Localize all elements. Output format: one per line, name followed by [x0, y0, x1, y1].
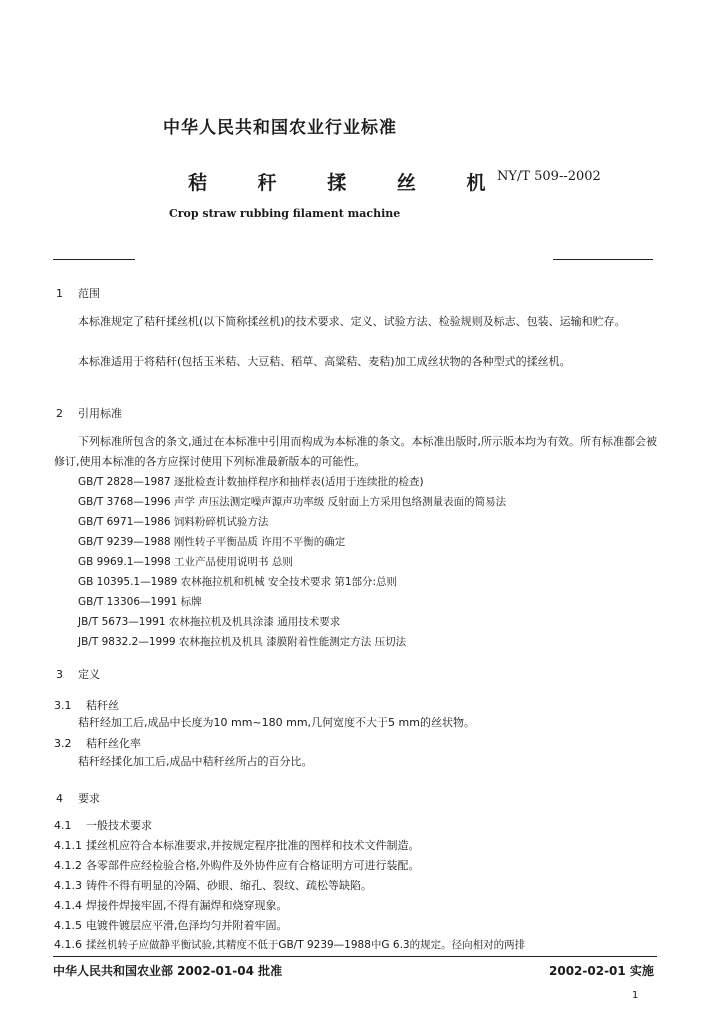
clause-number: 3.2: [54, 737, 72, 750]
section-title: 范围: [78, 287, 100, 300]
clause-number: 4.1.3: [54, 879, 82, 892]
clause-text: 铸件不得有明显的冷隔、砂眼、缩孔、裂纹、疏松等缺陷。: [86, 879, 372, 892]
effective-date: 2002-02-01 实施: [549, 964, 654, 978]
reference-item: JB/T 5673—1991 农林拖拉机及机具涂漆 通用技术要求: [78, 616, 341, 628]
clause-title: 秸秆丝化率: [86, 737, 141, 750]
reference-item: JB/T 9832.2—1999 农林拖拉机及机具 漆膜附着性能测定方法 压切法: [78, 636, 407, 648]
clause-number: 4.1: [54, 819, 72, 832]
requirement-clause: [54, 837, 420, 853]
clause-number: 4.1.6: [54, 938, 82, 951]
definition-text: 秸秆经加工后,成品中长度为10 mm~180 mm,几何宽度不大于5 mm的丝状物。: [78, 716, 475, 729]
clause-text: 电镀件镀层应平滑,色泽均匀并附着牢固。: [86, 919, 288, 932]
section-title: 引用标准: [78, 407, 122, 420]
section-number: 2: [56, 407, 63, 420]
section-number: 3: [56, 668, 63, 681]
reference-item: GB/T 9239—1988 刚性转子平衡品质 许用不平衡的确定: [78, 536, 346, 548]
clause-text: 一般技术要求: [86, 819, 152, 832]
reference-item: GB/T 3768—1996 声学 声压法测定噪声源声功率级 反射面上方采用包络测量表面的简易法: [78, 496, 507, 508]
section-heading-requirements: [56, 790, 100, 806]
clause-text: 各零部件应经检验合格,外购件及外协件应有合格证明方可进行装配。: [86, 859, 420, 872]
section-title: 定义: [78, 668, 100, 681]
clause-text: 揉丝机转子应做静平衡试验,其精度不低于GB/T 9239—1988中G 6.3的规定。径向相对的两排: [86, 939, 526, 951]
page-number: 1: [632, 990, 639, 1001]
reference-item: GB/T 13306—1991 标牌: [78, 596, 202, 608]
section-title: 要求: [78, 792, 100, 805]
clause-text: 焊接件焊接牢固,不得有漏焊和烧穿现象。: [86, 899, 288, 912]
reference-item: GB/T 6971—1986 饲料粉碎机试验方法: [78, 516, 269, 528]
header-rule-left: [53, 259, 135, 260]
issuing-body-heading: 中华人民共和国农业行业标准: [163, 118, 397, 138]
clause-number: 4.1.4: [54, 899, 82, 912]
definition-heading: [54, 697, 119, 713]
definition-heading: [54, 735, 141, 751]
reference-item: GB/T 2828—1987 逐批检查计数抽样程序和抽样表(适用于连续批的检查): [78, 476, 424, 488]
requirement-clause: [54, 917, 288, 933]
clause-number: 4.1.2: [54, 859, 82, 872]
clause-number: 4.1.1: [54, 839, 82, 852]
header-rule-right: [553, 259, 653, 260]
clause-number: 3.1: [54, 699, 72, 712]
section-heading-definitions: [56, 666, 100, 682]
standard-number: NY/T 509--2002: [497, 169, 601, 184]
references-intro: 下列标准所包含的条文,通过在本标准中引用而构成为本标准的条文。本标准出版时,所示版本均为有效。所有标准都会被修订,使用本标准的各方应探讨使用下列标准最新版本的可能性。: [54, 435, 657, 468]
approval-line: 中华人民共和国农业部 2002-01-04 批准: [53, 964, 283, 978]
requirement-clause: [54, 877, 372, 893]
requirement-clause: [54, 857, 420, 873]
requirement-clause: [54, 937, 525, 952]
reference-item: GB 9969.1—1998 工业产品使用说明书 总则: [78, 556, 293, 568]
scope-paragraph-1: 本标准规定了秸秆揉丝机(以下简称揉丝机)的技术要求、定义、试验方法、检验规则及标志、包装、运输和贮存。: [78, 315, 626, 328]
section-heading-references: [56, 405, 122, 421]
scope-paragraph-2: 本标准适用于将秸秆(包括玉米秸、大豆秸、稻草、高粱秸、麦秸)加工成丝状物的各种型式的揉丝机。: [78, 355, 571, 368]
clause-number: 4.1.5: [54, 919, 82, 932]
reference-item: GB 10395.1—1989 农林拖拉机和机械 安全技术要求 第1部分:总则: [78, 576, 398, 588]
requirement-clause: [54, 817, 152, 833]
clause-text: 揉丝机应符合本标准要求,并按规定程序批准的图样和技术文件制造。: [86, 839, 420, 852]
footer-rule: [53, 956, 657, 957]
english-title: Crop straw rubbing filament machine: [169, 207, 401, 220]
clause-title: 秸秆丝: [86, 699, 119, 712]
document-title: 秸 秆 揉 丝 机: [188, 172, 508, 194]
requirement-clause: [54, 897, 288, 913]
section-heading-scope: [56, 285, 100, 301]
section-number: 1: [56, 287, 63, 300]
definition-text: 秸秆经揉化加工后,成品中秸秆丝所占的百分比。: [78, 755, 313, 768]
section-number: 4: [56, 792, 63, 805]
